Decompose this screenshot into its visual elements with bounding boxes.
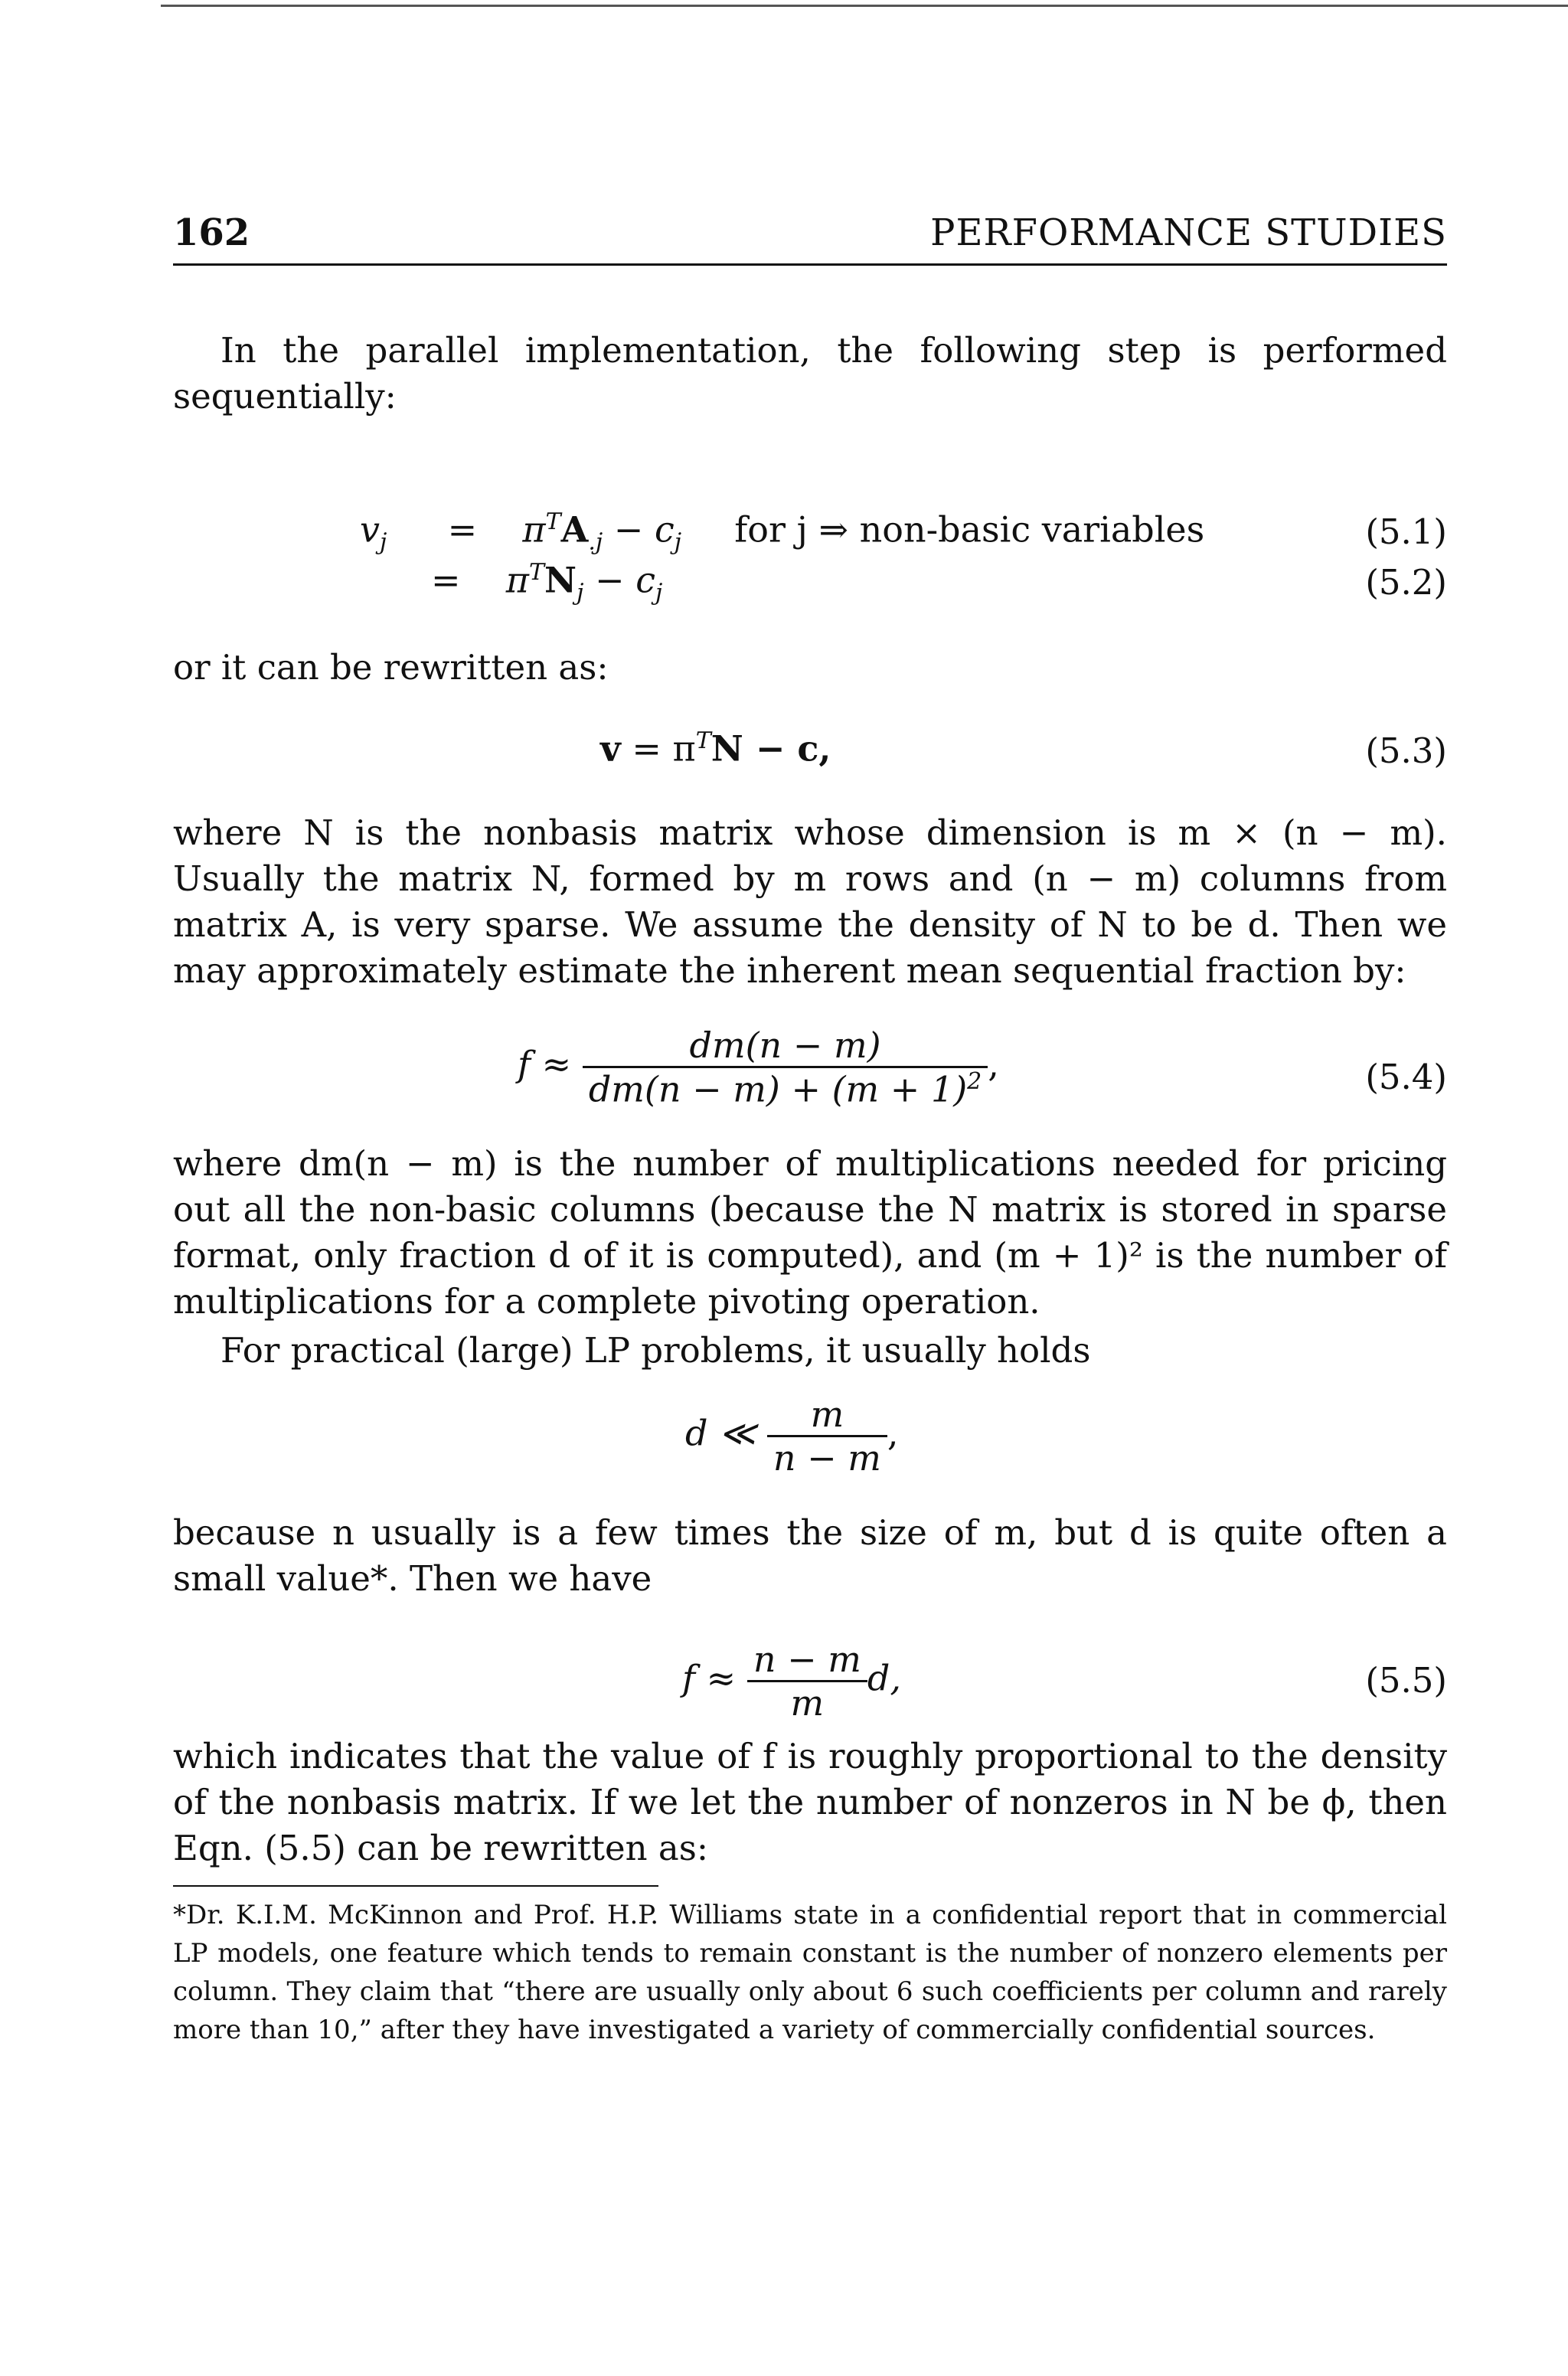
equation-5-3: $v = \pi^TN - c$,	[600, 727, 831, 770]
paragraph-nonbasis: where N is the nonbasis matrix whose dimension is m × (n − m). Usually the matrix N, formed by m rows and (n − m) columns from matrix A, is very sparse. We assume the density of N to be d. Then we may approximately estimate the inherent mean sequential fraction by:	[173, 812, 1447, 991]
paragraph-intro: In the parallel implementation, the following step is performed sequentially:	[173, 330, 1447, 417]
page-header	[173, 211, 1447, 265]
equation-number-5-1: (5.1)	[1365, 511, 1447, 552]
equation-number-5-4: (5.4)	[1365, 1057, 1447, 1097]
fraction-density: $\frac{m}{n - m}$	[767, 1394, 887, 1479]
footnote-rule	[173, 1885, 658, 1887]
equation-number-5-3: (5.3)	[1365, 730, 1447, 771]
top-border-rule	[161, 5, 1568, 7]
fraction-5-4: $\frac{dm(n - m)}{dm(n - m) + (m + 1)^2}$	[583, 1025, 988, 1110]
paragraph-multiplications: where dm(n − m) is the number of multiplications needed for pricing out all the non-basic columns (because the N matrix is stored in sparse format, only fraction d of it is computed), and (m + 1)² is the number of multiplications for a complete pivoting operation.	[173, 1143, 1447, 1322]
footnote: *Dr. K.I.M. McKinnon and Prof. H.P. Williams state in a confidential report that in commercial LP models, one feature which tends to remain constant is the number of nonzero elements per column. They claim that “there are usually only about 6 such coefficients per column and rarely more than 10,” after they have investigated a variety of commercially confidential sources.	[173, 1900, 1447, 2045]
page-number: 162	[173, 211, 250, 254]
equation-5-4: f ≈ $\frac{dm(n - m)}{dm(n - m) + (m + 1)^2}$ ,	[518, 1025, 999, 1110]
running-head: PERFORMANCE STUDIES	[930, 211, 1447, 254]
equation-5-5: f ≈ $\frac{n - m}{m}$ d,	[682, 1639, 901, 1724]
fraction-5-5: $\frac{n - m}{m}$	[747, 1639, 867, 1724]
paragraph-few-times: because n usually is a few times the size of m, but d is quite often a small value*. Then we have	[173, 1512, 1447, 1599]
header-rule	[173, 263, 1447, 266]
equation-5-2: = $\pi^TN_j - c_j$	[431, 559, 663, 606]
paragraph-practical: For practical (large) LP problems, it usually holds	[220, 1330, 1091, 1371]
equation-5-1: $v_j = \pi^TA_{.j} - c_j$ for j ⇒ non-basic variables	[360, 508, 1205, 556]
inequality-density: d ≪ $\frac{m}{n - m}$ ,	[685, 1394, 899, 1479]
equation-number-5-5: (5.5)	[1365, 1660, 1447, 1701]
equation-condition: for j ⇒ non-basic variables	[734, 508, 1205, 551]
paragraph-proportional: which indicates that the value of f is roughly proportional to the density of the nonbasis matrix. If we let the number of nonzeros in N be ϕ, then Eqn. (5.5) can be rewritten as:	[173, 1736, 1447, 1868]
equation-number-5-2: (5.2)	[1365, 562, 1447, 603]
paragraph-rewritten: or it can be rewritten as:	[173, 647, 609, 688]
